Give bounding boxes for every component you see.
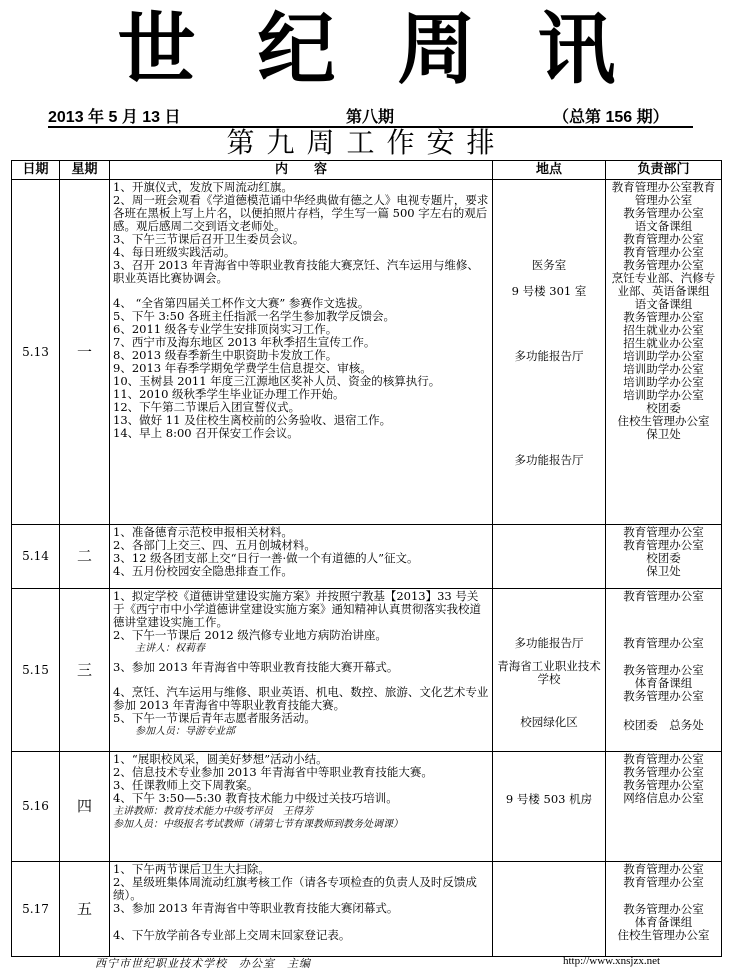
content-cell (110, 589, 493, 752)
date-cell: 5.13 (12, 180, 60, 525)
task-item: 1、“展职校风采，圆美好梦想”活动小结。 (113, 752, 328, 766)
table-row (12, 180, 722, 525)
weekday-cell: 二 (60, 525, 110, 589)
col-header-weekday: 星期 (60, 161, 110, 180)
spacer (496, 590, 602, 637)
spacer (496, 298, 602, 350)
dept-item: 语文备课组 (634, 297, 693, 311)
issue-number: 第八期 (346, 109, 395, 126)
col-header-location: 地点 (493, 161, 606, 180)
content-cell (110, 525, 493, 589)
dept-cell (606, 180, 722, 525)
task-item: 6、2011 级各专业学生安排顶岗实习工作。 (113, 322, 338, 336)
dept-item: 保卫处 (646, 427, 681, 441)
task-item: 10、玉树县 2011 年度三江源地区奖补人员、资金的核算执行。 (113, 374, 441, 388)
location-item: 多功能报告厅 (514, 453, 584, 467)
task-item: 4、 “全省第四届关工杯作文大赛” 参赛作文选拔。 (113, 296, 370, 310)
dept-item: 语文备课组 (634, 219, 693, 233)
dept-item: 网络信息办公室 (623, 791, 704, 805)
issue-total: （总第 156 期） (553, 109, 669, 126)
task-item: 14、早上 8:00 召开保安工作会议。 (113, 426, 299, 440)
spacer (113, 915, 489, 929)
task-item: 1、下午两节课后卫生大扫除。 (113, 862, 270, 876)
task-item: 3、12 级各团支部上交“日行一善·做一个有道德的人”征文。 (113, 551, 419, 565)
task-item: 3、召开 2013 年青海省中等职业教育技能大赛烹饪、汽车运用与维修、职业英语比赛协调会。 (113, 258, 479, 285)
lecturer-note: 主讲教师：教育技术能力中级考评员 王得芳 (113, 806, 313, 817)
dept-item: 招生就业办公室 (623, 323, 704, 337)
task-item: 2、周一班会观看《学道德模范诵中华经典做有德之人》电视专题片，要求各班在黑板上写上片名，以便拍照片存档，学生写一篇 500 字左右的观后感。观后感周二交到语文老师处。 (113, 193, 489, 233)
task-item: 9、2013 年春季学期免学费学生信息提交、审核。 (113, 361, 372, 375)
dept-item: 体育备课组 (634, 915, 693, 929)
task-item: 2、信息技术专业参加 2013 年青海省中等职业教育技能大赛。 (113, 765, 433, 779)
task-item: 4、烹饪、汽车运用与维修、职业英语、机电、数控、旅游、文化艺术专业参加 2013 年青海省中等职业教育技能大赛。 (113, 685, 489, 712)
spacer (496, 363, 602, 454)
date-cell: 5.15 (12, 589, 60, 752)
task-item: 4、下午 3:50—5:30 教育技术能力中级过关技巧培训。 (113, 791, 398, 805)
content-cell (110, 180, 493, 525)
task-item: 3、参加 2013 年青海省中等职业教育技能大赛闭幕式。 (113, 901, 399, 915)
dept-item: 教务管理办公室 (623, 663, 704, 677)
task-item: 1、开旗仪式，发放下周流动红旗。 (113, 180, 293, 194)
location-cell (493, 589, 606, 752)
spacer (609, 703, 718, 719)
dept-item: 教务管理办公室 (623, 902, 704, 916)
dept-cell (606, 752, 722, 862)
dept-item: 校团委 总务处 (623, 718, 704, 732)
task-item: 5、下午 3:50 各班主任指派一名学生参加教学反馈会。 (113, 309, 395, 323)
dept-item: 教育管理办公室 (623, 636, 704, 650)
table-row (12, 862, 722, 957)
schedule-title: 第九周工作安排 (226, 126, 507, 159)
spacer (496, 181, 602, 259)
weekday-cell: 五 (60, 862, 110, 957)
masthead: 世纪周讯 (117, 4, 678, 95)
dept-item: 教育管理办公室 (623, 752, 704, 766)
dept-item: 教育管理办公室 (623, 232, 704, 246)
table-row (12, 752, 722, 862)
dept-item: 住校生管理办公室 (617, 928, 710, 942)
dept-item: 教育管理办公室 (623, 245, 704, 259)
dept-item: 招生就业办公室 (623, 336, 704, 350)
dept-item: 教育管理办公室 (623, 862, 704, 876)
dept-cell (606, 589, 722, 752)
dept-item: 教务管理办公室 (623, 310, 704, 324)
dept-item: 教育管理办公室 (623, 875, 704, 889)
task-item: 11、2010 级秋季学生毕业证办理工作开始。 (113, 387, 345, 401)
spacer (609, 603, 718, 637)
task-item: 3、任课教师上交下周教案。 (113, 778, 259, 792)
task-item: 13、做好 11 及住校生离校前的公务验收、退宿工作。 (113, 413, 392, 427)
lecturer-note: 主讲人：权莉春 (135, 643, 205, 654)
spacer (609, 650, 718, 664)
dept-cell (606, 862, 722, 957)
spacer (496, 753, 602, 793)
dept-item: 培训助学办公室 (623, 349, 704, 363)
task-item: 4、每日班级实践活动。 (113, 245, 236, 259)
dept-item: 培训助学办公室 (623, 375, 704, 389)
dept-item: 教务管理办公室 (623, 258, 704, 272)
footer-url[interactable]: http://www.xnsjzx.net (563, 955, 661, 967)
dept-item: 教务管理办公室 (623, 765, 704, 779)
schedule-table (11, 160, 722, 957)
weekday-cell: 一 (60, 180, 110, 525)
date-cell: 5.14 (12, 525, 60, 589)
dept-item: 教育管理办公室 (623, 589, 704, 603)
spacer (609, 889, 718, 903)
location-cell (493, 752, 606, 862)
location-item: 医务室 (531, 258, 567, 272)
dept-item: 教育管理办公室 (623, 538, 704, 552)
participants-note: 参加人员：中级报名考试教师（请第七节有课教师到教务处调课） (113, 819, 403, 830)
dept-item: 教务管理办公室 (623, 778, 704, 792)
task-item: 3、参加 2013 年青海省中等职业教育技能大赛开幕式。 (113, 660, 399, 674)
task-item: 12、下午第二节课后入团宣誓仪式。 (113, 400, 301, 414)
task-item: 1、拟定学校《道德讲堂建设实施方案》并按照宁教基【2013】33 号关于《西宁市中小学道德讲堂建设实施方案》通知精神认真贯彻落实我校道德讲堂建设实施工作。 (113, 589, 481, 629)
content-cell (110, 862, 493, 957)
location-item: 多功能报告厅 (514, 636, 584, 650)
participants-note: 参加人员：导游专业部 (135, 726, 235, 737)
dept-item: 培训助学办公室 (623, 388, 704, 402)
dept-item: 校团委 (646, 401, 681, 415)
dept-item: 教育管理办公室 (623, 525, 704, 539)
dept-item: 培训助学办公室 (623, 362, 704, 376)
table-header-row (12, 161, 722, 180)
dept-item: 教务管理办公室 (623, 689, 704, 703)
content-cell (110, 752, 493, 862)
task-item: 7、西宁市及海东地区 2013 年秋季招生宣传工作。 (113, 335, 376, 349)
location-cell (493, 862, 606, 957)
task-item: 4、下午放学前各专业部上交周末回家登记表。 (113, 928, 351, 942)
task-item: 2、星级班集体周流动红旗考核工作（请各专项检查的负责人及时反馈成绩）。 (113, 875, 477, 902)
task-item: 2、下午一节课后 2012 级汽修专业地方病防治讲座。 (113, 628, 387, 642)
weekday-cell: 三 (60, 589, 110, 752)
issue-date: 2013 年 5 月 13 日 (48, 109, 181, 126)
weekday-cell: 四 (60, 752, 110, 862)
task-item: 2、各部门上交三、四、五月创城材料。 (113, 538, 316, 552)
dept-item: 教育管理办公室教育管理办公室 (611, 180, 716, 207)
location-item: 校园绿化区 (520, 715, 578, 729)
dept-item: 教务管理办公室 (623, 206, 704, 220)
dept-item: 体育备课组 (634, 676, 693, 690)
dept-item: 保卫处 (646, 564, 681, 578)
location-cell (493, 525, 606, 589)
location-cell (493, 180, 606, 525)
date-cell: 5.17 (12, 862, 60, 957)
location-item: 多功能报告厅 (514, 349, 584, 363)
table-row (12, 525, 722, 589)
location-item: 9 号楼 503 机房 (505, 792, 593, 806)
task-item: 8、2013 级春季新生中职资助卡发放工作。 (113, 348, 338, 362)
dept-cell (606, 525, 722, 589)
footer-publisher: 西宁市世纪职业技术学校 办公室 主编 (95, 957, 311, 970)
col-header-dept: 负责部门 (606, 161, 722, 180)
dept-item: 住校生管理办公室 (617, 414, 710, 428)
date-cell: 5.16 (12, 752, 60, 862)
spacer (496, 686, 602, 716)
task-item: 1、准备德育示范校申报相关材料。 (113, 525, 293, 539)
dept-item: 校团委 (646, 551, 681, 565)
task-item: 3、下午三节课后召开卫生委员会议。 (113, 232, 305, 246)
task-item: 5、下午一节课后青年志愿者服务活动。 (113, 711, 316, 725)
table-row (12, 589, 722, 752)
task-item: 4、五月份校园安全隐患排查工作。 (113, 564, 293, 578)
col-header-date: 日期 (12, 161, 60, 180)
issue-info-line (48, 104, 693, 128)
col-header-content: 内 容 (110, 161, 493, 180)
dept-item: 烹饪专业部、汽修专业部、英语备课组 (611, 271, 716, 298)
location-item: 青海省工业职业技术学校 (497, 659, 601, 686)
location-item: 9 号楼 301 室 (511, 284, 587, 298)
